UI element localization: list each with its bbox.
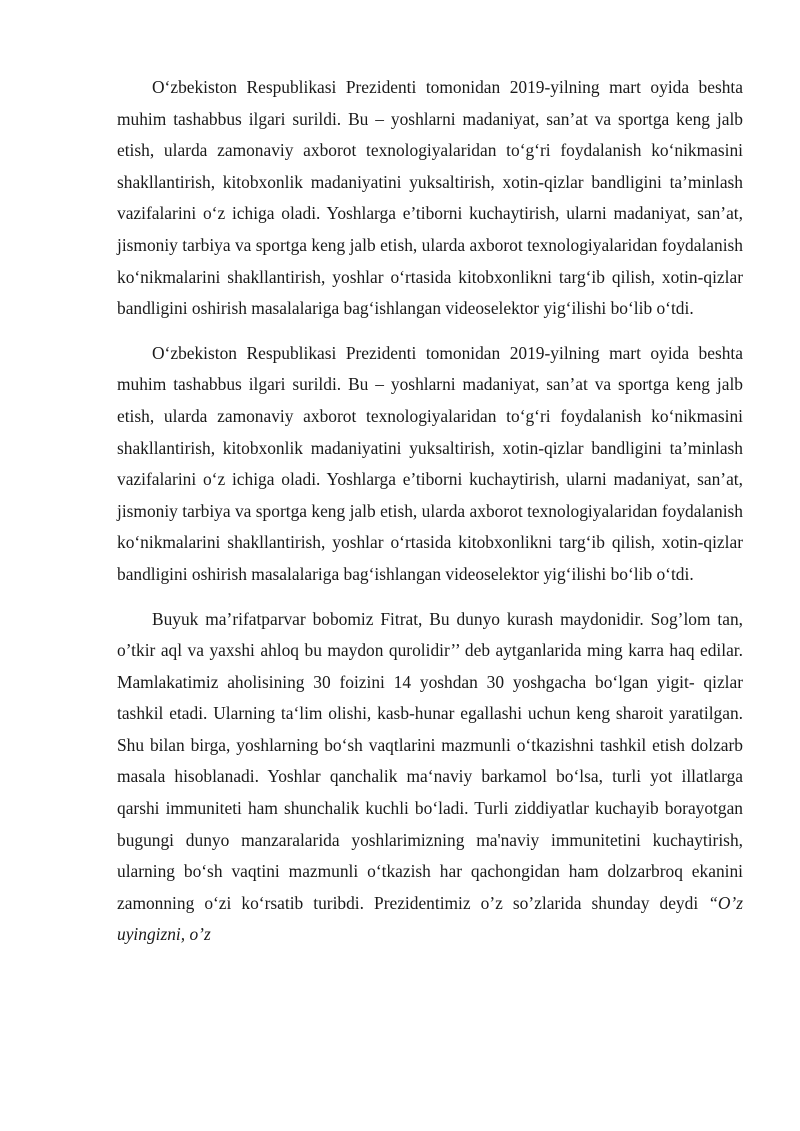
paragraph-2: O‘zbekiston Respublikasi Prezidenti tomonidan 2019-yilning mart oyida beshta muhim tashabbus ilgari surildi. Bu – yoshlarni madaniyat, san’at va sportga keng jalb etish, ularda zamonaviy axborot texnologiyalaridan to‘g‘ri foydalanish ko‘nikmasini shakllantirish, kitobxonlik madaniyatini yuksaltirish, xotin-qizlar bandligini ta’minlash vazifalarini o‘z ichiga oladi. Yoshlarga e’tiborni kuchaytirish, ularni madaniyat, san’at, jismoniy tarbiya va sportga keng jalb etish, ularda axborot texnologiyalaridan foydalanish ko‘nikmalarini shakllantirish, yoshlar o‘rtasida kitobxonlikni targ‘ib qilish, xotin-qizlar bandligini oshirish masalalariga bag‘ishlangan videoselektor yig‘ilishi bo‘lib o‘tdi.: [117, 342, 743, 584]
paragraph-3-italic-quote: “O’z uyingizni, o’z: [117, 892, 743, 945]
document-body: [117, 72, 743, 964]
paragraph-3: [117, 604, 743, 952]
paragraph-3-text: Buyuk ma’rifatparvar bobomiz Fitrat, Bu dunyo kurash maydonidir. Sog’lom tan, o’tkir aql va yaxshi ahloq bu maydon qurolidir’’ deb aytganlarida ming karra haq edilar. Mamlakatimiz aholisining 30 foizini 14 yoshdan 30 yoshgacha bo‘lgan yigit- qizlar tashkil etadi. Ularning ta‘lim olishi, kasb-hunar egallashi uchun keng sharoit yaratilgan. Shu bilan birga, yoshlarning bo‘sh vaqtlarini mazmunli o‘tkazishni tashkil etish dolzarb masala hisoblanadi. Yoshlar qanchalik ma‘naviy barkamol bo‘lsa, turli yot illatlarga qarshi immuniteti ham shunchalik kuchli bo‘ladi. Turli ziddiyatlar kuchayib borayotgan bugungi dunyo manzaralarida yoshlarimizning ma'naviy immunitetini kuchaytirish, ularning bo‘sh vaqtini mazmunli o‘tkazish har qachongidan ham dolzarbroq ekanini zamonning o‘zi ko‘rsatib turibdi. Prezidentimiz o’z so’zlarida shunday deydi: [117, 608, 743, 913]
paragraph-1: O‘zbekiston Respublikasi Prezidenti tomonidan 2019-yilning mart oyida beshta muhim tashabbus ilgari surildi. Bu – yoshlarni madaniyat, san’at va sportga keng jalb etish, ularda zamonaviy axborot texnologiyalaridan to‘g‘ri foydalanish ko‘nikmasini shakllantirish, kitobxonlik madaniyatini yuksaltirish, xotin-qizlar bandligini ta’minlash vazifalarini o‘z ichiga oladi. Yoshlarga e’tiborni kuchaytirish, ularni madaniyat, san’at, jismoniy tarbiya va sportga keng jalb etish, ularda axborot texnologiyalaridan foydalanish ko‘nikmalarini shakllantirish, yoshlar o‘rtasida kitobxonlikni targ‘ib qilish, xotin-qizlar bandligini oshirish masalalariga bag‘ishlangan videoselektor yig‘ilishi bo‘lib o‘tdi.: [117, 77, 743, 319]
